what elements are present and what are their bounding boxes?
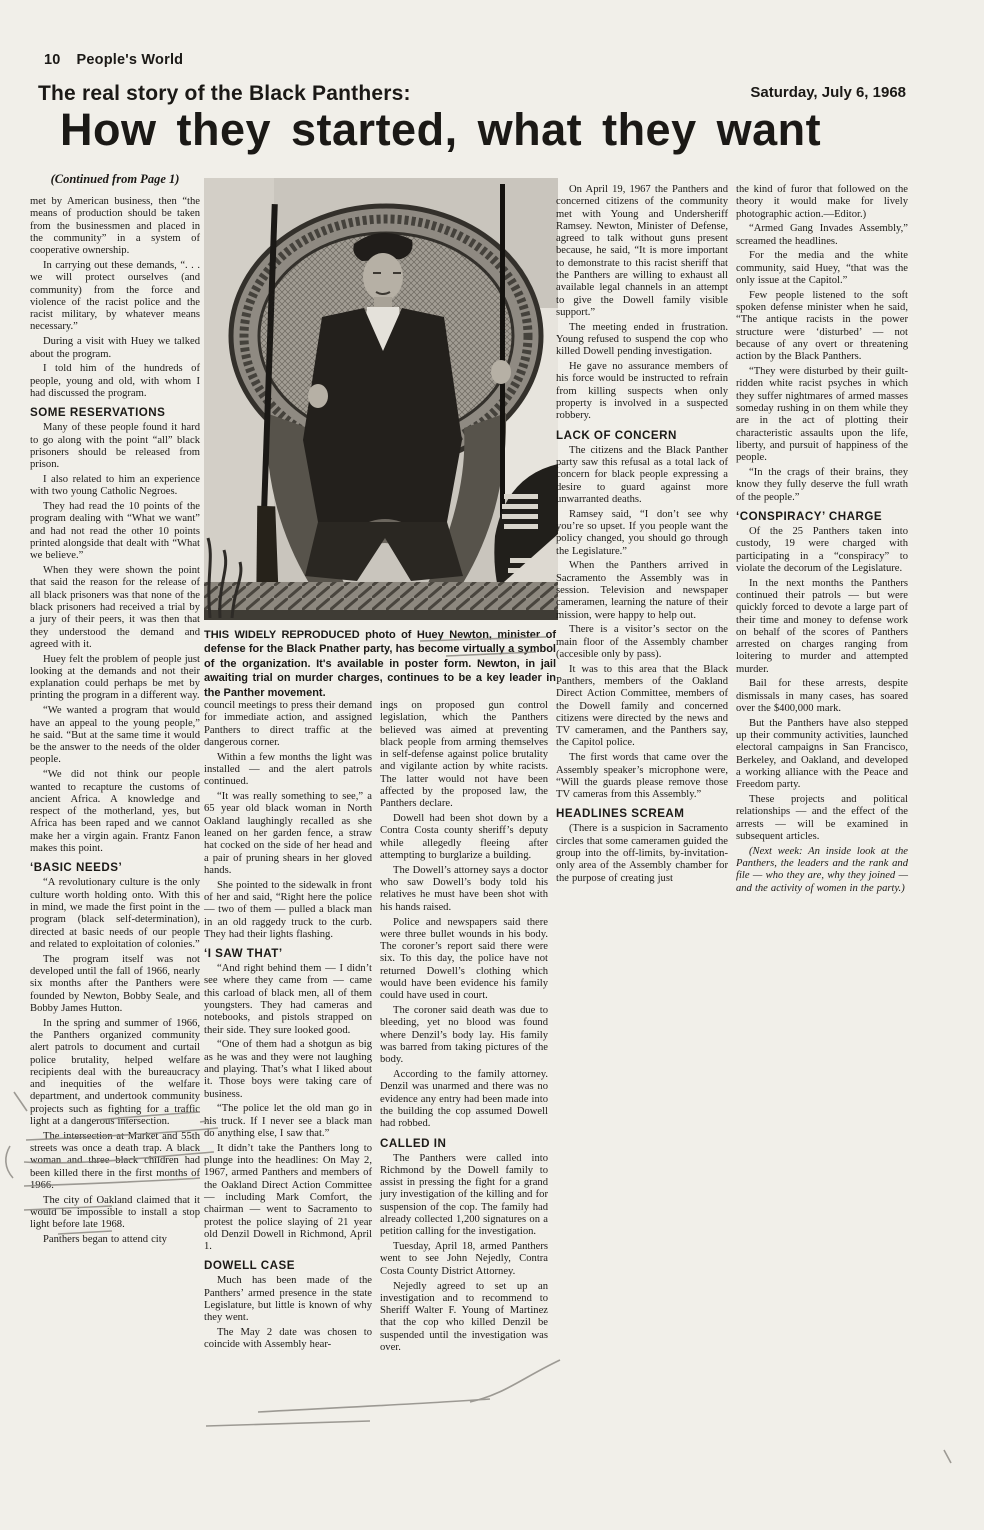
paragraph: “They were disturbed by their guilt-ridden white racist psyches in which they suffer nightmares of armed masses someday rushing in on them while they are in the act of plotting their characteristic assaults upon the life, liberty, and pursuit of happiness of the people. <box>736 366 908 464</box>
paragraph: Of the 25 Panthers taken into custody, 19 were charged with participating in a “conspiracy” to violate the decorum of the Legislature. <box>736 525 908 574</box>
article-column-1 <box>30 196 200 1249</box>
paragraph: “In the crags of their brains, they know they fully deserve the full wrath of the people.” <box>736 467 908 503</box>
section-heading: CALLED IN <box>380 1136 447 1150</box>
paragraph: “Armed Gang Invades Assembly,” screamed the headlines. <box>736 223 908 247</box>
article-column-5 <box>736 184 908 898</box>
page-number: 10 <box>44 52 61 68</box>
paragraph: “It was really something to see,” a 65 year old black woman in North Oakland laughingly recalled as she leaned on her garden fence, a straw hat cocked on the side of her head and a pair of pruning shears in her gloved hands. <box>204 791 372 876</box>
paragraph: “We wanted a program that would have an appeal to the young people,” he said. “But at the same time it would be the answer to the needs of the older people. <box>30 705 200 766</box>
paragraph: the kind of furor that followed on the theory it would make for lively photographic action.—Editor.) <box>736 184 908 220</box>
paragraph: In the spring and summer of 1966, the Panthers organized community alert patrols to document and curtail police brutality, helped welfare recipients deal with the bureaucracy and inequities of the welfare department, and undertook community projects such as fighting for a traffic light at a dangerous intersection. <box>30 1017 200 1127</box>
section-heading: HEADLINES SCREAM <box>556 807 685 821</box>
headline: How they started, what they want <box>60 104 822 155</box>
paragraph: “The police let the old man go in his truck. If I never see a black man do anything else, I saw that.” <box>204 1103 372 1139</box>
paragraph: Dowell had been shot down by a Contra Costa county sheriff’s deputy while allegedly fleeing after attempting to burglarize a building. <box>380 813 548 862</box>
paragraph: Ramsey said, “I don’t see why you’re so upset. If you people want the policy changed, you should go through the Legislature.” <box>556 508 728 557</box>
paragraph: When the Panthers arrived in Sacramento the Assembly was in session. Television and newspaper cameramen, learning the nature of their mission, were happy to help out. <box>556 560 728 621</box>
paragraph: On April 19, 1967 the Panthers and concerned citizens of the community met with Young and Undersheriff Ramsey. Newton, Minister of Defense, agreed to talk without guns present because, he said, “It is more important to demonstrate to this racist sheriff that the Panthers are willing to exhaust all available legal channels in an attempt to give the Dowell family visible support.” <box>556 184 728 318</box>
paragraph: Few people listened to the soft spoken defense minister when he said, “The antique racists in the power structure were ‘disturbed’ — not because of any overt or threatening action by the Black Panthers. <box>736 289 908 363</box>
paragraph: In carrying out these demands, “. . . we will protect ourselves (and community) from the force and violence of the racist police and the racist military, by whatever means necessary.” <box>30 259 200 333</box>
paragraph: The program itself was not developed until the fall of 1966, nearly six months after the Panthers were founded by Newton, Bobby Seale, and Bobby James Hutton. <box>30 953 200 1014</box>
issue-date: Saturday, July 6, 1968 <box>750 84 906 101</box>
continued-note: (Continued from Page 1) <box>50 172 180 186</box>
section-heading: ‘I SAW THAT’ <box>204 947 283 961</box>
publication-title: People's World <box>76 52 184 68</box>
paragraph: The May 2 date was chosen to coincide with Assembly hear- <box>204 1327 372 1351</box>
paragraph: The meeting ended in frustration. Young refused to suspend the cop who killed Dowell pending investigation. <box>556 321 728 358</box>
huey-newton-photo-illustration <box>204 178 558 620</box>
paragraph: In the next months the Panthers continued their patrols — but were quickly forced to devote a large part of their time and money to defense work on behalf of the scores of Panthers arrested on charges ranging from loitering to murder and attempted murder. <box>736 577 908 675</box>
paragraph: met by American business, then “the means of production should be taken from the businessmen and placed in the community” in a system of cooperative ownership. <box>30 196 200 257</box>
paragraph: Within a few months the light was installed — and the alert patrols continued. <box>204 751 372 788</box>
paragraph: Much has been made of the Panthers’ armed presence in the state Legislature, but little is known of why they went. <box>204 1275 372 1324</box>
paragraph: “One of them had a shotgun as big as he was and they were not laughing and playing. That’s what I liked about it. Those boys were taking care of business. <box>204 1039 372 1100</box>
paragraph: Huey felt the problem of people just looking at the demands and not their explanation could perhaps be met by printing the program in a different way. <box>30 653 200 702</box>
paragraph: For the media and the white community, said Huey, “that was the only issue at the Capitol.” <box>736 250 908 287</box>
paragraph: During a visit with Huey we talked about the program. <box>30 336 200 360</box>
paragraph: She pointed to the sidewalk in front of her and said, “Right here the police — two of them — pulled a black man in an old raggedy truck to the curb. They had their lights flashing. <box>204 879 372 940</box>
paragraph: council meetings to press their demand for immediate action, and assigned Panthers to direct traffic at the dangerous corner. <box>204 700 372 748</box>
paragraph: The citizens and the Black Panther party saw this refusal as a total lack of concern for black people expressing a desire to guard against more unwarranted deaths. <box>556 444 728 505</box>
paragraph: The Panthers were called into Richmond by the Dowell family to assist in pressing the fight for a grand jury investigation of the killing and for suspension of the cop. The family had already collected 1,200 signatures on a petition calling for the investigation. <box>380 1152 548 1238</box>
paragraph: “We did not think our people wanted to recapture the customs of ancient Africa. A knowledge and respect of the motherland, yes, but Africa has been raped and we cannot make her a virgin again. Frantz Fanon makes this point. <box>30 769 200 855</box>
paragraph: According to the family attorney. Denzil was unarmed and there was no evidence any entry had been made into the building the cop assumed Dowell had robbed. <box>380 1069 548 1130</box>
paragraph: Many of these people found it hard to go along with the point “all” black prisoners should be released from prison. <box>30 422 200 471</box>
article-column-4 <box>556 184 728 887</box>
paragraph: The coroner said death was due to bleeding, yet no blood was found where Denzil’s body lay. His family was barred from taking pictures of the body. <box>380 1005 548 1066</box>
section-heading: SOME RESERVATIONS <box>30 406 166 420</box>
paragraph: The city of Oakland claimed that it would be impossible to install a stop light before late 1968. <box>30 1194 200 1231</box>
paragraph: Police and newspapers said there were three bullet wounds in his body. The coroner’s report said there were six. To this day, the police have not returned Dowell’s clothing which would have been evidence his family could have used in court. <box>380 916 548 1002</box>
paragraph: These projects and political relationships — and the effect of the arrests — will be examined in subsequent articles. <box>736 794 908 843</box>
photo-caption: THIS WIDELY REPRODUCED photo of Huey Newton, minister of defense for the Black Pnather party, has become virtually a symbol of the organization. It's available in poster form. Newton, in jail awaiting trial on murder charges, continues to be a key leader in the Panther movement. <box>204 629 556 699</box>
paragraph: There is a visitor’s sector on the main floor of the Assembly chamber (accesible only by pass). <box>556 624 728 660</box>
paragraph: Nejedly agreed to set up an investigation and to recommend to Sheriff Walter F. Young of Martinez that the cop who killed Denzil be suspended until the investigation was over. <box>380 1280 548 1354</box>
paragraph: The Dowell’s attorney says a doctor who saw Dowell’s body told his relatives he must have been shot with his hands raised. <box>380 864 548 913</box>
paragraph: “A revolutionary culture is the only culture worth holding onto. With this in mind, we made the first point in the program (black self-determination), directed at basic needs of our people and related to exploitation of colonies.” <box>30 877 200 950</box>
paragraph: When they were shown the point that said the reason for the release of all black prisoners was that none of the black prisoners had received a trial by a jury of their peers, it was then that they understood the demand and agreed with it. <box>30 565 200 650</box>
paragraph: Bail for these arrests, despite dismissals in many cases, has soared over the $400,000 mark. <box>736 678 908 715</box>
paragraph: (There is a suspicion in Sacramento circles that some cameramen guided the group into the off-limits, by-invitation-only area of the Assembly chamber for the purpose of creating just <box>556 823 728 884</box>
paragraph: Panthers began to attend city <box>43 1234 167 1246</box>
section-heading: LACK OF CONCERN <box>556 428 677 442</box>
masthead <box>44 52 183 68</box>
section-heading: DOWELL CASE <box>204 1259 295 1273</box>
paragraph: It was to this area that the Black Panthers, members of the Oakland Direct Action Committee, members of the Dowell family and concerned citizens were directed by the news and TV cameramen, and the Panthers say, the Capitol police. <box>556 663 728 749</box>
paragraph: ings on proposed gun control legislation, which the Panthers believed was aimed at preventing black people from arming themselves in self-defense against police brutality and vigilante action by white racists. The latter would not have been affected by the proposed law, the Panthers declare. <box>380 700 548 810</box>
paragraph: “And right behind them — I didn’t see where they came from — came this carload of black men, all of them youngsters. They had cameras and notebooks, and pistols strapped on their side. They sure looked good. <box>204 963 372 1036</box>
paragraph: It didn’t take the Panthers long to plunge into the headlines: On May 2, 1967, armed Panthers and members of the Oakland Direct Action Committee — including Mark Comfort, the chairman — went to Sacramento to protest the police slaying of 21 year old Denzil Dowell in Richmond, April 1. <box>204 1142 372 1253</box>
paragraph: Tuesday, April 18, armed Panthers went to see John Nejedly, Contra Costa County District Attorney. <box>380 1241 548 1277</box>
paragraph: (Next week: An inside look at the Panthers, the leaders and the rank and file — who they are, why they joined — and the activity of women in the party.) <box>736 845 908 894</box>
kicker: The real story of the Black Panthers: <box>38 82 411 105</box>
paragraph: I also related to him an experience with two young Catholic Negroes. <box>30 473 200 498</box>
article-column-3 <box>380 700 548 1357</box>
paragraph: He gave no assurance members of his force would be instructed to refrain from killing suspects when only property is involved in a suspected robbery. <box>556 361 728 422</box>
paragraph: The intersection at Market and 55th streets was once a death trap. A black woman and three black children had been killed there in the first months of 1966. <box>30 1130 200 1191</box>
huey-newton-photo <box>204 178 558 620</box>
section-heading: ‘BASIC NEEDS’ <box>30 861 123 875</box>
paragraph: They had read the 10 points of the program dealing with “What we want” and had not read the other 10 points printed alongside that dealt with “What we believe.” <box>30 501 200 562</box>
article-column-2 <box>204 700 372 1354</box>
section-heading: ‘CONSPIRACY’ CHARGE <box>736 509 883 523</box>
paragraph: The first words that came over the Assembly speaker’s microphone were, “Will the guards please remove those TV cameras from this Assembly.” <box>556 752 728 801</box>
paragraph: I told him of the hundreds of people, young and old, with whom I had discussed the program. <box>30 363 200 399</box>
paragraph: But the Panthers have also stepped up their community activities, launched electoral campaigns in San Francisco, Berkeley, and Oakland, and developed a working alliance with the Peace and Freedom party. <box>736 717 908 791</box>
